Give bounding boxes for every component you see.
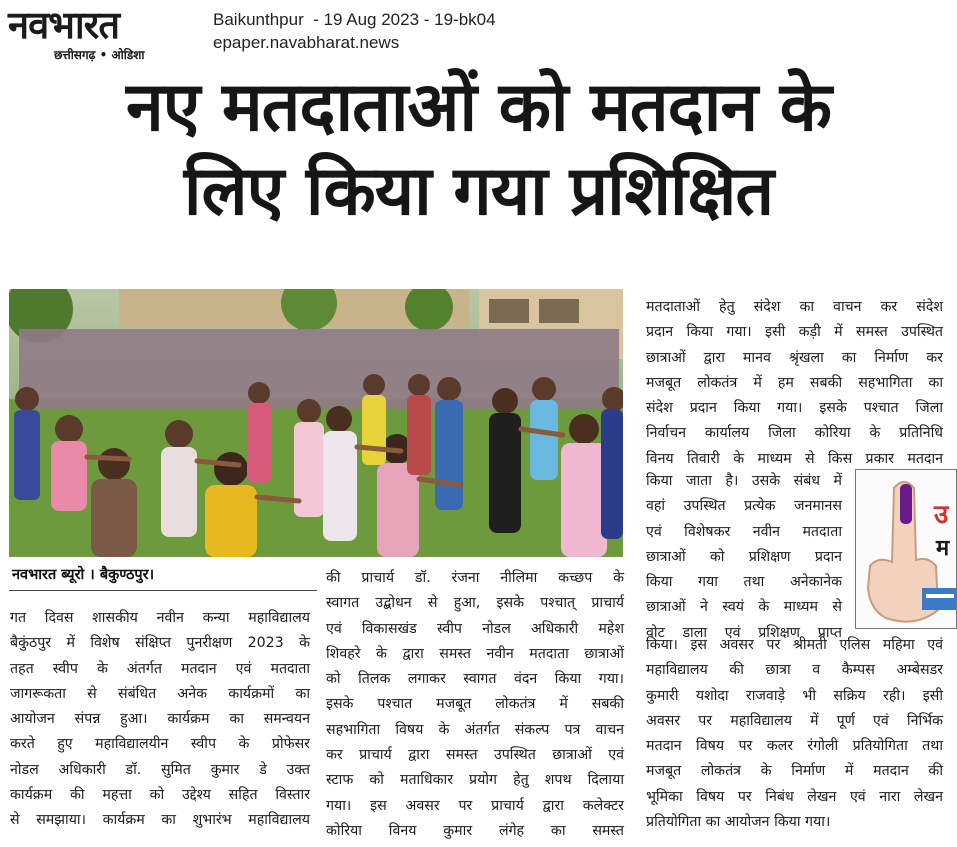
byline: नवभारत ब्यूरो । बैकुण्ठपुर। — [12, 567, 155, 583]
column-2-line: को तिलक लगाकर स्वागत वंदन किया गया। — [326, 671, 624, 688]
column-1-line: गत दिवस शासकीय नवीन कन्या महाविद्यालय — [10, 610, 310, 626]
column-2-line: स्वागत उद्बोधन से हुआ, इसके पश्चात् प्राचार्य — [326, 595, 624, 612]
column-3-line: विनय तिवारी के माध्यम से किस प्रकार मतदान — [646, 450, 943, 467]
column-2-line: कोरिया विनय कुमार लंगेह का समस्त — [326, 822, 624, 839]
column-3-line: छात्राओं द्वारा मानव श्रृंखला का निर्माण कर — [646, 349, 943, 366]
column-1-line: बैकुंठपुर में विशेष संक्षिप्त पुनरीक्षण 2023 के — [10, 635, 310, 652]
column-3-line: अवसर पर महाविद्यालय में पूर्ण एवं निर्भिक — [646, 712, 943, 729]
edition-info: Baikunthpur - 19 Aug 2023 - 19-bk04 — [213, 10, 496, 29]
column-3-line: निर्वाचन कार्यालय जिला कोरिया के प्रतिनिधि — [646, 425, 943, 442]
column-2-line: स्टाफ को मताधिकार प्रयोग हेतु शपथ दिलाया — [326, 772, 624, 789]
column-1-line: तहत स्वीप के अंतर्गत मतदान एवं मतदाता — [10, 660, 310, 677]
column-3-line: किया गया तथा अनेकानेक — [646, 574, 842, 591]
column-2-line: की प्राचार्य डॉ. रंजना नीलिमा कच्छप के — [326, 570, 624, 586]
column-3-line: भूमिका विषय पर निबंध लेखन एवं नारा लेखन — [646, 788, 943, 805]
column-3-line: प्रतियोगिता का आयोजन किया गया। — [646, 814, 831, 831]
column-2-line: शिवहरे के द्वारा समस्त नवीन मतदाता छात्राओं — [326, 645, 624, 662]
inset-letter-1: उ — [934, 500, 949, 530]
column-3-line: महाविद्यालय की छात्रा व कैम्पस अम्बेसडर — [646, 662, 943, 679]
column-3-line: वोट डाला एवं प्रशिक्षण प्राप्त — [646, 624, 842, 641]
column-3-line: संदेश प्रदान किया गया। इसके पश्चात जिला — [646, 400, 943, 417]
column-3-line: छात्राओं को प्रशिक्षण प्रदान — [646, 548, 842, 565]
article-column-2 — [326, 566, 624, 844]
column-1-line: आयोजन संपन्न हुआ। कार्यक्रम का समन्वयन — [10, 711, 310, 728]
column-3-line: किया। इस अवसर पर श्रीमती एलिस महिमा एवं — [646, 637, 943, 653]
column-1-line: कार्यक्रम की महत्ता को उद्देश्य सहित विस्तार — [10, 787, 310, 804]
student-rally-photo — [9, 289, 623, 557]
article-column-3-bottom — [646, 633, 943, 835]
column-3-line: एवं विशेषकर नवीन मतदाता — [646, 523, 842, 540]
column-3-line: मजबूत लोकतंत्र में हम सबकी सहभागिता का — [646, 374, 943, 391]
column-2-line: गया। इस अवसर पर प्राचार्य द्वारा कलेक्टर — [326, 797, 624, 814]
column-3-line: किया जाता है। उसके संबंध में — [646, 473, 842, 489]
inked-finger-vote-icon — [855, 469, 957, 629]
article-column-1 — [10, 606, 310, 834]
column-3-line: छात्राओं ने स्वयं के माध्यम से — [646, 599, 842, 616]
article-column-3-middle — [646, 469, 842, 646]
column-1-line: नोडल अधिकारी डॉ. सुमित कुमार डे उक्त — [10, 761, 310, 778]
logo-subtitle: छत्तीसगढ़ • ओडिशा — [54, 48, 145, 62]
photo-illustration — [9, 289, 623, 557]
column-3-line: मतदान विषय पर कलर रंगोली प्रतियोगिता तथा — [646, 738, 943, 755]
logo-wordmark: नवभारत — [8, 3, 119, 47]
column-3-line: वहां उपस्थित प्रत्येक जनमानस — [646, 498, 842, 515]
column-2-line: कर प्राचार्य द्वारा समस्त उपस्थित छात्राओं एवं — [326, 747, 624, 764]
column-2-line: सहभागिता विषय के अंतर्गत संकल्प पत्र वाचन — [326, 721, 624, 738]
inset-letter-2: म — [936, 536, 950, 561]
epaper-url[interactable]: epaper.navabharat.news — [213, 33, 400, 52]
column-3-line: मतदाताओं हेतु संदेश का वाचन कर संदेश — [646, 299, 943, 315]
column-3-line: कुमारी यशोदा राजवाड़े भी सक्रिय रही। इसी — [646, 687, 943, 704]
article-column-3-top — [646, 295, 943, 472]
column-2-line: एवं विकासखंड स्वीप नोडल अधिकारी महेश — [326, 620, 624, 637]
column-2-line: इसके पश्चात मजबूत लोकतंत्र में सबकी — [326, 696, 624, 713]
column-1-line: करते हुए महाविद्यालयीन स्वीप के प्रोफेसर — [10, 736, 310, 753]
column-1-line: जागरूकता से संबंधित अनेक कार्यक्रमों का — [10, 685, 310, 702]
byline-divider — [9, 590, 317, 591]
newspaper-logo[interactable] — [2, 2, 201, 64]
column-3-line: प्रदान किया गया। इसी कड़ी में समस्त उपस्थित — [646, 324, 943, 341]
masthead — [0, 0, 957, 66]
headline-line-2: लिए किया गया प्रशिक्षित — [183, 152, 774, 231]
article-headline — [0, 66, 957, 234]
column-3-line: मजबूत लोकतंत्र के निर्माण में मतदान की — [646, 763, 943, 780]
headline-line-1: नए मतदाताओं को मतदान के — [126, 68, 831, 147]
column-1-line: से समझाया। कार्यक्रम का शुभारंभ महाविद्यालय — [10, 812, 310, 829]
